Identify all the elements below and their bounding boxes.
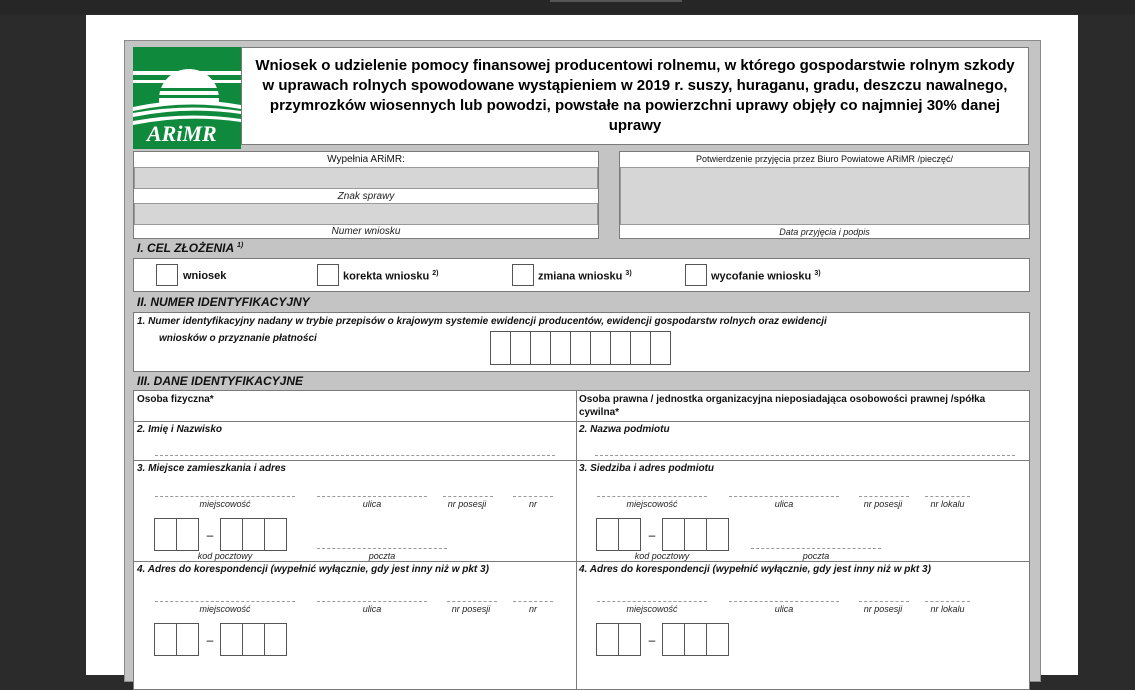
left-nr-label: nr (528, 499, 537, 509)
viewer-toolbar (0, 0, 1135, 14)
section-3-title: III. DANE IDENTYFIKACYJNE (137, 374, 304, 388)
right-local-label: nr lokalu (930, 499, 965, 509)
row-divider-2 (133, 460, 1030, 461)
arimr-logo (133, 47, 241, 149)
right-city-label: miejscowość (626, 499, 678, 509)
checkbox-change[interactable] (512, 264, 534, 286)
checkbox-application[interactable] (156, 264, 178, 286)
right-city-line (597, 496, 707, 497)
right-corr-city-line (597, 601, 707, 602)
application-number-field[interactable] (134, 203, 598, 225)
option-correction-label: korekta wniosku $^{2)}$ (343, 270, 439, 283)
postcode-dash: – (648, 632, 656, 647)
right-corr-street-line (729, 601, 839, 602)
option-withdrawal-label: wycofanie wniosku $^{3)}$ (711, 270, 821, 283)
left-city-line (155, 496, 295, 497)
left-corr-city-label: miejscowość (199, 604, 251, 614)
right-address-label: 3. Siedziba i adres podmiotu (579, 463, 715, 474)
right-house-line (859, 496, 909, 497)
right-name-label: 2. Nazwa podmiotu (579, 424, 670, 435)
left-post-label: poczta (368, 551, 396, 561)
right-street-line (729, 496, 839, 497)
left-street-line (317, 496, 427, 497)
stamp-field[interactable] (620, 167, 1029, 225)
left-corr-nr-label: nr (528, 604, 537, 614)
logo-text: ARiMR (147, 121, 217, 146)
postcode-dash: – (206, 527, 214, 542)
right-corr-label: 4. Adres do korespondencji (wypełnić wyłącznie, gdy jest inny niż w pkt 3) (579, 564, 931, 575)
postcode-dash: – (206, 632, 214, 647)
left-corr-street-line (317, 601, 427, 602)
right-house-label: nr posesji (863, 499, 903, 509)
natural-person-heading: Osoba fizyczna* (137, 394, 214, 405)
column-divider (576, 390, 577, 690)
left-postcode-label: kod pocztowy (197, 551, 253, 561)
right-corr-city-label: miejscowość (626, 604, 678, 614)
left-name-line (155, 455, 555, 456)
right-corr-local-line (925, 601, 970, 602)
date-sign-label: Data przyjęcia i podpis (779, 227, 870, 237)
id-number-cells[interactable] (491, 331, 671, 365)
id-number-label-line1: 1. Numer identyfikacyjny nadany w trybie przepisów o krajowym systemie ewidencji producentów, ewidencji gospodarstw rolnych oraz ewidencji (137, 316, 827, 327)
right-name-line (595, 455, 1015, 456)
right-street-label: ulica (774, 499, 794, 509)
viewer-tab[interactable] (550, 0, 682, 2)
left-corr-house-line (447, 601, 497, 602)
left-street-label: ulica (362, 499, 382, 509)
right-postcode-label: kod pocztowy (634, 551, 690, 561)
right-corr-house-line (859, 601, 909, 602)
form-title: Wniosek o udzielenie pomocy finansowej producentowi rolnemu, w którego gospodarstwie rolnym szkody w uprawach rolnych spowodowane wystąpieniem w 2019 r. suszy, huraganu, gradu, deszczu nawalnego, przymrozków wiosennych lub powodzi, powstałe na powierzchni uprawy objęły co najmniej 30% danej uprawy (241, 47, 1029, 145)
left-corr-city-line (155, 601, 295, 602)
option-application-label: wniosek (183, 270, 227, 282)
section-2-title: II. NUMER IDENTYFIKACYJNY (137, 295, 310, 309)
postcode-dash: – (648, 527, 656, 542)
checkbox-correction[interactable] (317, 264, 339, 286)
application-number-label: Numer wniosku (331, 226, 401, 237)
date-sign-line (685, 224, 925, 225)
checkbox-withdrawal[interactable] (685, 264, 707, 286)
case-sign-label: Znak sprawy (337, 191, 395, 202)
right-corr-local-label: nr lokalu (930, 604, 965, 614)
section-1-title: I. CEL ZŁOŻENIA $^{1)}$ (137, 241, 244, 255)
left-nr-line (513, 496, 553, 497)
left-city-label: miejscowość (199, 499, 251, 509)
row-divider-3 (133, 561, 1030, 562)
right-postcode-cells[interactable] (597, 518, 729, 551)
left-postcode-cells[interactable] (155, 518, 287, 551)
id-number-label-line2: wniosków o przyznanie płatności (159, 333, 317, 344)
left-corr-house-label: nr posesji (451, 604, 491, 614)
left-name-label: 2. Imię i Nazwisko (137, 424, 223, 435)
application-form (124, 40, 1041, 682)
left-house-label: nr posesji (447, 499, 487, 509)
left-corr-postcode-cells[interactable] (155, 623, 287, 656)
right-corr-house-label: nr posesji (863, 604, 903, 614)
right-local-line (925, 496, 970, 497)
row-divider-1 (133, 421, 1030, 422)
case-sign-field[interactable] (134, 167, 598, 189)
office-fill-label: Wypełnia ARiMR: (327, 154, 405, 165)
right-corr-street-label: ulica (774, 604, 794, 614)
left-corr-label: 4. Adres do korespondencji (wypełnić wyłącznie, gdy jest inny niż w pkt 3) (137, 564, 489, 575)
left-corr-nr-line (513, 601, 553, 602)
left-address-label: 3. Miejsce zamieszkania i adres (137, 463, 286, 474)
legal-entity-heading: Osoba prawna / jednostka organizacyjna nieposiadająca osobowości prawnej /spółka cywilna* (579, 394, 986, 418)
left-corr-street-label: ulica (362, 604, 382, 614)
right-post-line (751, 548, 881, 549)
document-page (86, 15, 1078, 675)
right-post-label: poczta (802, 551, 830, 561)
option-change-label: zmiana wniosku $^{3)}$ (538, 270, 632, 283)
confirmation-label: Potwierdzenie przyjęcia przez Biuro Powiatowe ARiMR /pieczęć/ (695, 154, 954, 164)
left-post-line (317, 548, 447, 549)
left-house-line (443, 496, 493, 497)
right-corr-postcode-cells[interactable] (597, 623, 729, 656)
